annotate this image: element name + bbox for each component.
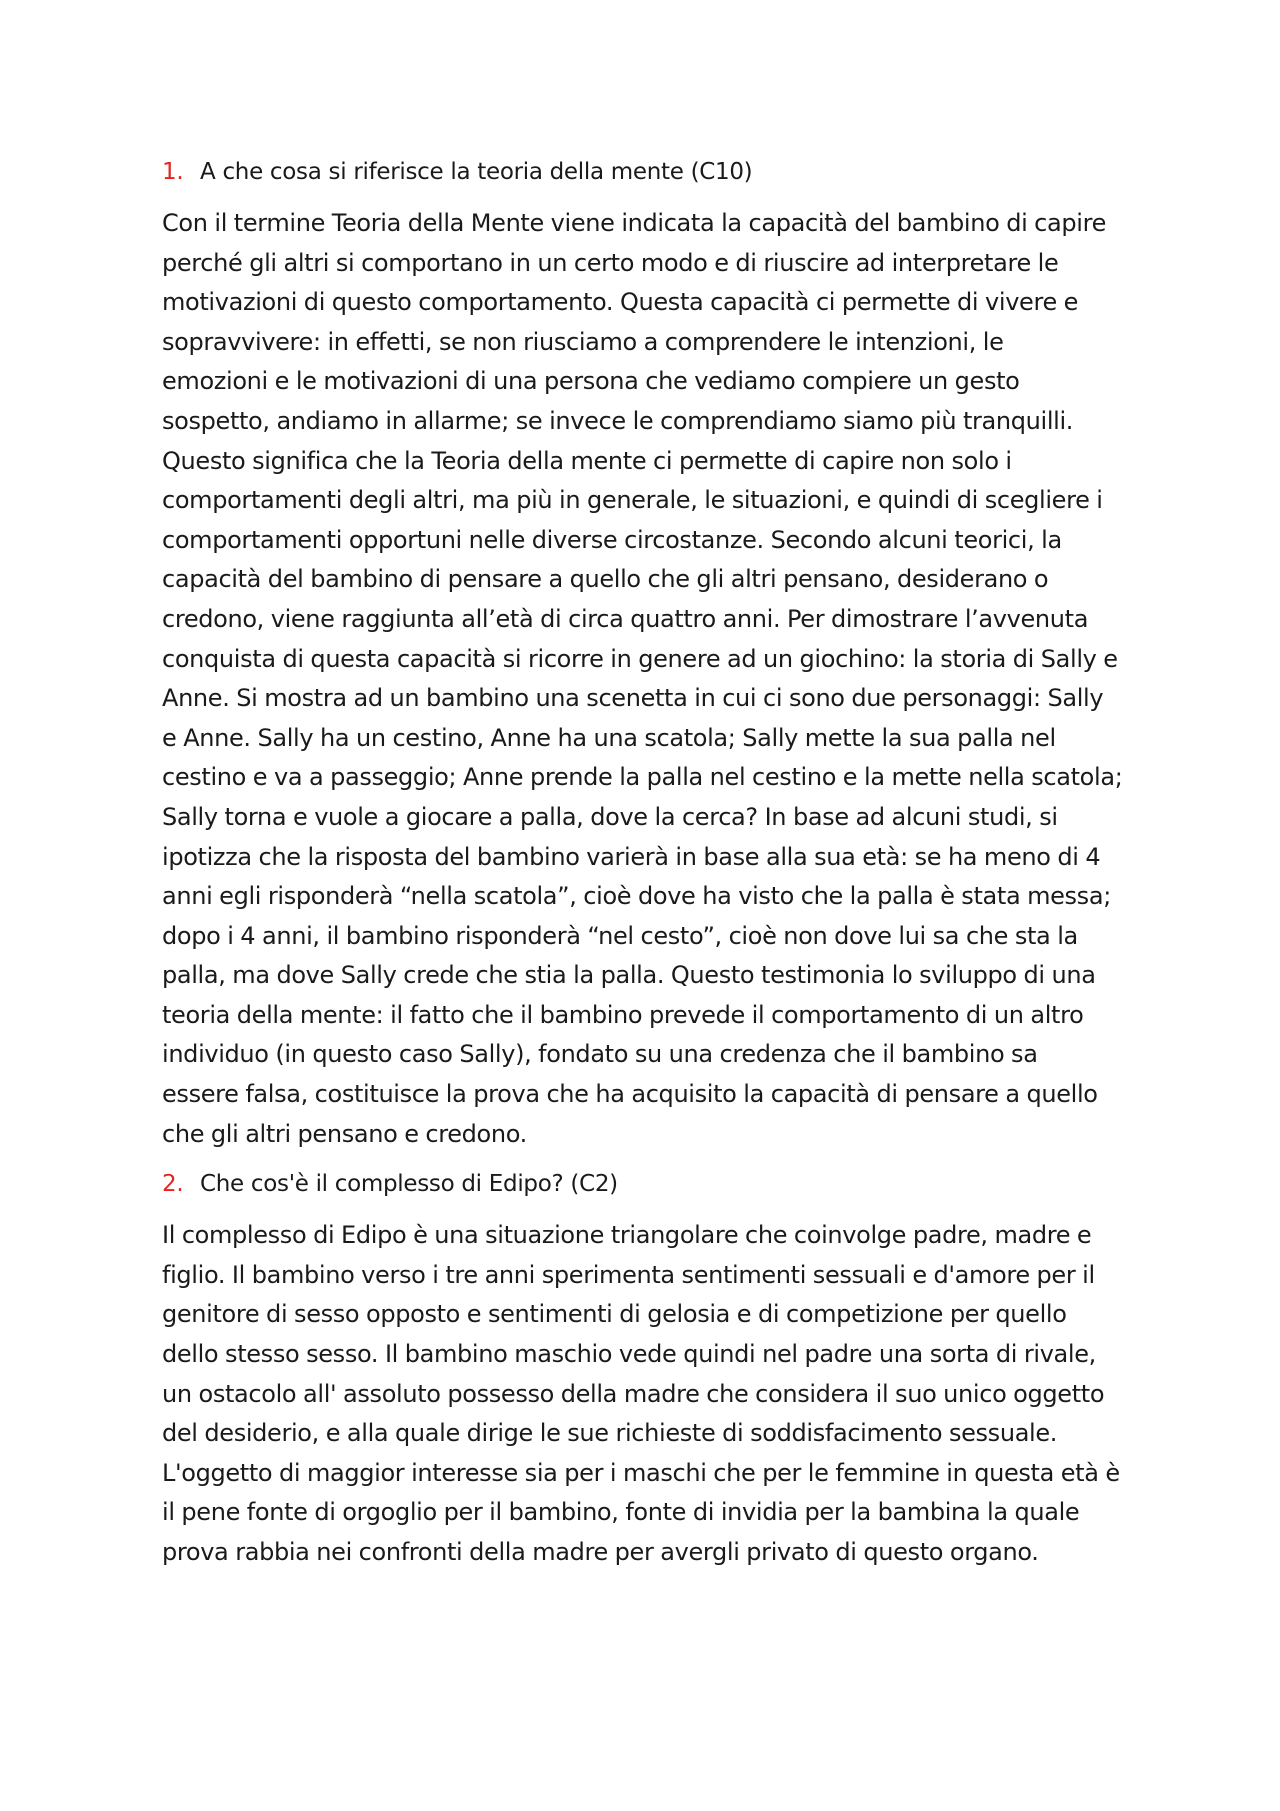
answer-line: ipotizza che la risposta del bambino varierà in base alla sua età: se ha meno di 4 — [162, 842, 1101, 871]
answer-line: anni egli risponderà “nella scatola”, cioè dove ha visto che la palla è stata messa; — [162, 882, 1111, 911]
question-number: 2. — [162, 1171, 184, 1198]
question-1 — [162, 152, 1160, 192]
question-2 — [162, 1164, 1160, 1204]
answer-line: un ostacolo all' assoluto possesso della madre che considera il suo unico oggetto — [162, 1379, 1105, 1408]
answer-line: individuo (in questo caso Sally), fondato su una credenza che il bambino sa — [162, 1040, 1038, 1069]
answer-line: dello stesso sesso. Il bambino maschio vede quindi nel padre una sorta di rivale, — [162, 1340, 1096, 1369]
answer-line: figlio. Il bambino verso i tre anni sperimenta sentimenti sessuali e d'amore per il — [162, 1260, 1095, 1289]
answer-2 — [162, 1216, 1160, 1572]
answer-line: capacità del bambino di pensare a quello che gli altri pensano, desiderano o — [162, 565, 1049, 594]
answer-line: sospetto, andiamo in allarme; se invece le comprendiamo siamo più tranquilli. — [162, 406, 1074, 435]
answer-line: conquista di questa capacità si ricorre in genere ad un giochino: la storia di Sally e — [162, 644, 1118, 673]
answer-line: che gli altri pensano e credono. — [162, 1119, 527, 1148]
answer-line: prova rabbia nei confronti della madre per avergli privato di questo organo. — [162, 1538, 1039, 1566]
answer-line: comportamenti degli altri, ma più in generale, le situazioni, e quindi di scegliere i — [162, 486, 1103, 515]
answer-line: dopo i 4 anni, il bambino risponderà “nel cesto”, cioè non dove lui sa che sta la — [162, 921, 1078, 950]
question-text: A che cosa si riferisce la teoria della mente (C10) — [200, 159, 753, 185]
answer-line: Il complesso di Edipo è una situazione triangolare che coinvolge padre, madre e — [162, 1221, 1092, 1250]
answer-line: sopravvivere: in effetti, se non riusciamo a comprendere le intenzioni, le — [162, 327, 1004, 356]
answer-line: comportamenti opportuni nelle diverse circostanze. Secondo alcuni teorici, la — [162, 525, 1062, 554]
answer-line: essere falsa, costituisce la prova che ha acquisito la capacità di pensare a quello — [162, 1080, 1098, 1109]
answer-1 — [162, 204, 1160, 1154]
answer-line: credono, viene raggiunta all’età di circa quattro anni. Per dimostrare l’avvenuta — [162, 604, 1089, 633]
answer-line: il pene fonte di orgoglio per il bambino, fonte di invidia per la bambina la quale — [162, 1498, 1080, 1527]
answer-line: genitore di sesso opposto e sentimenti di gelosia e di competizione per quello — [162, 1300, 1067, 1329]
answer-line: emozioni e le motivazioni di una persona che vediamo compiere un gesto — [162, 367, 1020, 396]
answer-line: teoria della mente: il fatto che il bambino prevede il comportamento di un altro — [162, 1000, 1084, 1029]
answer-line: Anne. Si mostra ad un bambino una scenetta in cui ci sono due personaggi: Sally — [162, 684, 1104, 713]
answer-line: del desiderio, e alla quale dirige le sue richieste di soddisfacimento sessuale. — [162, 1419, 1058, 1448]
answer-line: cestino e va a passeggio; Anne prende la palla nel cestino e la mette nella scatola; — [162, 763, 1123, 792]
answer-line: Sally torna e vuole a giocare a palla, dove la cerca? In base ad alcuni studi, si — [162, 802, 1058, 831]
answer-line: e Anne. Sally ha un cestino, Anne ha una scatola; Sally mette la sua palla nel — [162, 723, 1056, 752]
answer-line: motivazioni di questo comportamento. Questa capacità ci permette di vivere e — [162, 288, 1079, 317]
answer-line: perché gli altri si comportano in un certo modo e di riuscire ad interpretare le — [162, 248, 1059, 277]
answer-line: palla, ma dove Sally crede che stia la palla. Questo testimonia lo sviluppo di una — [162, 961, 1096, 990]
answer-line: L'oggetto di maggior interesse sia per i maschi che per le femmine in questa età è — [162, 1458, 1120, 1487]
answer-line: Questo significa che la Teoria della mente ci permette di capire non solo i — [162, 446, 1012, 475]
question-number: 1. — [162, 159, 184, 185]
answer-line: Con il termine Teoria della Mente viene indicata la capacità del bambino di capire — [162, 209, 1106, 237]
question-text: Che cos'è il complesso di Edipo? (C2) — [200, 1171, 618, 1198]
